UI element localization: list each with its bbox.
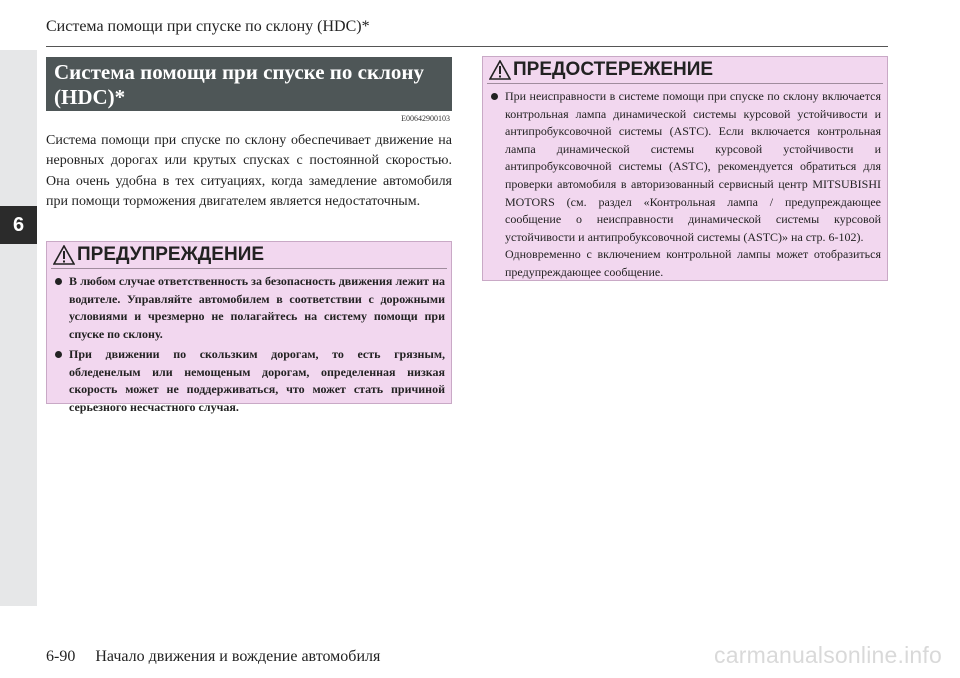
page-number: 6-90 (46, 648, 76, 665)
bullet-icon (55, 278, 62, 285)
section-body: Система помощи при спуске по склону обеспечивает движение на неровных дорогах или крутых спусках с постоянной скоростью. Она очень удобна в тех ситуациях, когда замедление автомобиля при помощи торможения двигателем является недостаточным. (46, 133, 452, 209)
caution-title: ПРЕДОСТЕРЕЖЕНИЕ (513, 59, 714, 80)
footer-chapter-title: Начало движения и вождение автомобиля (95, 648, 381, 665)
bullet-icon (491, 93, 498, 100)
warning-title: ПРЕДУПРЕЖДЕНИЕ (77, 244, 265, 265)
caution-box (482, 56, 888, 281)
caution-header (483, 57, 887, 83)
chapter-tab (0, 206, 37, 244)
list-item: При движении по скользким дорогам, то есть грязным, обледенелым или немощеным дорогам, определенная низкая скорость может не поддерживаться, что может стать причиной серьезного несчастного случая. (53, 346, 445, 416)
warning-header (47, 242, 451, 268)
warning-box (46, 241, 452, 414)
section-code: E00642900103 (401, 114, 450, 123)
warning-list (47, 269, 451, 416)
running-header: Система помощи при спуске по склону (HDC)* (46, 18, 370, 35)
section-title: Система помощи при спуске по склону (HDC)* (46, 57, 452, 111)
chapter-number: 6 (12, 213, 25, 236)
bullet-icon (55, 351, 62, 358)
list-item: В любом случае ответственность за безопасность движения лежит на водителе. Управляйте автомобилем в соответствии с дорожными условиями и чрезмерно не полагайтесь на систему помощи при спуске по склону. (53, 273, 445, 343)
warning-triangle-icon (53, 245, 75, 265)
watermark: carmanualsonline.info (714, 642, 942, 668)
page-footer (46, 648, 380, 666)
header-divider (46, 46, 888, 47)
warning-triangle-icon (489, 60, 511, 80)
list-item: При неисправности в системе помощи при спуске по склону включается контрольная лампа динамической системы курсовой устойчивости и антипробуксовочной системы (ASTC). Если включается контрольная лампа динамической системы курсовой устойчивости и антипробуксовочной системы (ASTC), рекомендуется обратиться для проверки автомобиля в авторизованный сервисный центр MITSUBISHI MOTORS (см. раздел «Контрольная лампа / предупреждающее сообщение о неисправности динамической системы курсовой устойчивости и антипробуксовочной системы (ASTC)» на стр. 6-102). (489, 88, 881, 246)
side-band (0, 50, 37, 606)
caution-list (483, 84, 887, 246)
caution-extra: Одновременно с включением контрольной лампы может отобразиться предупреждающее сообщение. (505, 247, 881, 279)
